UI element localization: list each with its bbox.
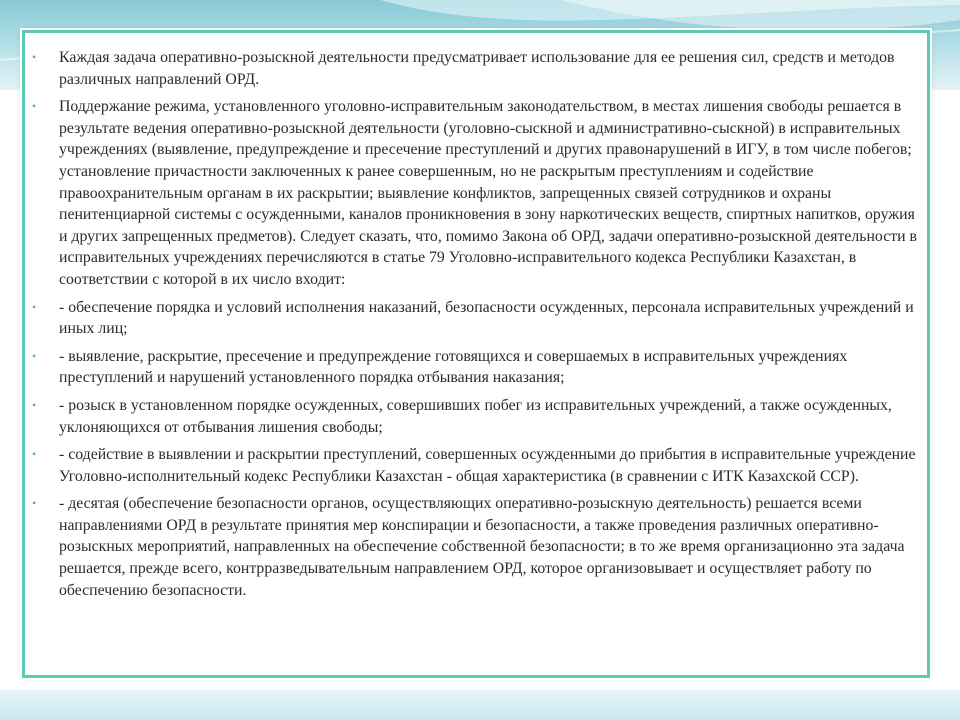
bullet-list	[32, 47, 919, 601]
bullet-text: - содействие в выявлении и раскрытии преступлений, совершенных осужденными до прибытия в исправительные учреждение Уголовно-исполнительный кодекс Республики Казахстан - общая характеристика (в сравнении с ИТК Казахской ССР).	[59, 446, 916, 485]
bullet-item	[32, 47, 919, 90]
slide-content-frame	[22, 30, 930, 678]
bullet-dot-icon: •	[32, 447, 37, 462]
background-bottom-band	[0, 690, 960, 720]
bullet-text: - десятая (обеспечение безопасности органов, осуществляющих оперативно-розыскную деятельность) решается всеми направлениями ОРД в результате принятия мер конспирации и безопасности, а также проведения различных оперативно-розыскных мероприятий, направленных на обеспечение собственной безопасности; в то же время организационно эта задача решается, прежде всего, контрразведывательным направлением ОРД, которое организовывает и осуществляет работу по обеспечению безопасности.	[59, 495, 905, 599]
bullet-item	[32, 297, 919, 340]
bullet-dot-icon: •	[32, 50, 37, 64]
bullet-text: - обеспечение порядка и условий исполнения наказаний, безопасности осужденных, персонала исправительных учреждений и иных лиц;	[59, 298, 914, 338]
bullet-text: Поддержание режима, установленного уголовно-исправительным законодательством, в местах лишения свободы решается в результате ведения оперативно-розыскной деятельности (уголовно-сыскной и административно-сыскной) в исправительных учреждениях (выявление, предупреждение и пресечение преступлений и других правонарушений в ИГУ, в том числе побегов; установление причастности заключенных к ранее совершенным, но не раскрытым преступлениям и содействие правоохранительным органам в их раскрытии; выявление конфликтов, запрещенных связей сотрудников и охраны пенитенциарной системы с осужденными, каналов проникновения в зону наркотических веществ, спиртных напитков, оружия и других запрещенных предметов). Следует сказать, что, помимо Закона об ОРД, задачи оперативно-розыскной деятельности в исправительных учреждениях перечисляются в статье 79 Уголовно-исправительного кодекса Республики Казахстан, в соответствии с которой в их число входит:	[59, 98, 917, 288]
bullet-dot-icon: •	[32, 99, 37, 114]
bullet-text: Каждая задача оперативно-розыскной деятельности предусматривает использование для ее решения сил, средств и методов различных направлений ОРД.	[59, 49, 895, 88]
bullet-dot-icon: •	[32, 496, 37, 511]
bullet-dot-icon: •	[32, 397, 37, 412]
bullet-text: - выявление, раскрытие, пресечение и предупреждение готовящихся и совершаемых в исправительных учреждениях преступлений и нарушений установленного порядка отбывания наказания;	[59, 347, 848, 387]
bullet-item	[32, 96, 919, 290]
bullet-text: - розыск в установленном порядке осужденных, совершивших побег из исправительных учреждений, а также осужденных, уклоняющихся от отбывания лишения свободы;	[59, 396, 892, 436]
bullet-dot-icon: •	[32, 348, 37, 363]
bullet-item	[32, 444, 919, 487]
bullet-item	[32, 493, 919, 601]
bullet-dot-icon: •	[32, 299, 37, 314]
slide-body	[32, 47, 919, 607]
bullet-item	[32, 395, 919, 438]
bullet-item	[32, 346, 919, 389]
